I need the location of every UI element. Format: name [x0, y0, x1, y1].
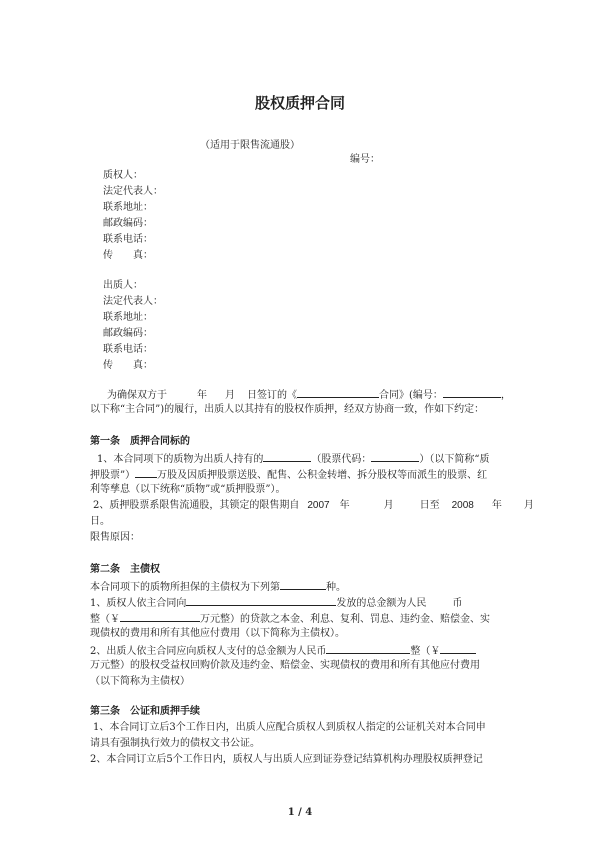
stock-code-blank[interactable]	[371, 450, 419, 462]
article-2-para-1: 1、质权人依主合同向 发放的总金额为人民 币	[90, 594, 462, 611]
article-2-para-2: 2、出质人依主合同应向质权人支付的总金额为人民币 整（￥	[90, 642, 476, 659]
article-1-para-2: 2、质押股票系限售流通股，其锁定的限售期自 2007 年 月 日至 2008 年 月	[93, 500, 534, 511]
lock-end-year: 2008	[451, 500, 474, 511]
repurchase-amount-blank[interactable]	[326, 642, 410, 654]
pledgee-address-label: 联系地址：	[103, 202, 153, 213]
article-1-para-1c: 利等孳息（以下统称“质物”或“质押股票”）。	[90, 484, 286, 495]
article-2-para-2b: 万元整）的股权受益权回购价款及违约金、赔偿金、实现债权的费用和所有其他应付费用	[90, 660, 480, 671]
pledgor-name-label: 出质人：	[103, 280, 143, 291]
article-2-para-1b: 整（￥ 万元整）的贷款之本金、利息、复利、罚息、违约金、赔偿金、实	[90, 610, 490, 627]
borrower-blank[interactable]	[186, 594, 336, 606]
pledgor-address-label: 联系地址：	[103, 312, 153, 323]
document-title: 股权质押合同	[254, 94, 345, 112]
intro-line-2: 以下称“主合同”)的履行，出质人以其持有的股权作质押，经双方协商一致，作如下约定：	[90, 404, 485, 415]
pledgee-postcode-label: 邮政编码：	[103, 218, 153, 229]
article-3-para-1: 1、本合同订立后3个工作日内，出质人应配合质权人到质权人指定的公证机关对本合同申	[93, 722, 486, 733]
pledgor-postcode-label: 邮政编码：	[103, 328, 153, 339]
article-1-para-1b: 押股票”） 万股及因质押股票送股、配售、公积金转增、拆分股权等而派生的股票、红	[90, 466, 487, 483]
article-1-para-1: 1、本合同项下的质物为出质人持有的 （股票代码： ）（以下简称“质	[97, 450, 490, 467]
intro-line-1: 为确保双方于 年 月 日签订的《 合同》(编号： ，	[107, 386, 511, 403]
pledged-stock-name-blank[interactable]	[263, 450, 311, 462]
contract-number-blank[interactable]	[443, 386, 501, 398]
pledgee-name-label: 质权人：	[103, 170, 143, 181]
share-count-blank[interactable]	[135, 466, 157, 478]
pledgor-phone-label: 联系电话：	[103, 344, 153, 355]
article-3-para-1b: 请具有强制执行效力的债权文书公证。	[90, 738, 260, 749]
pledgee-fax-label: 传 真：	[103, 250, 153, 261]
contract-name-blank[interactable]	[297, 386, 379, 398]
article-3-para-2: 2、本合同订立后5个工作日内，质权人与出质人应到证券登记结算机构办理股权质押登记	[90, 754, 483, 765]
pledgee-phone-label: 联系电话：	[103, 234, 153, 245]
article-1-para-2b: 日。	[90, 516, 110, 527]
loan-amount-blank[interactable]	[120, 610, 200, 622]
repurchase-amount-number-blank[interactable]	[440, 642, 476, 654]
article-1-heading: 第一条 质押合同标的	[90, 436, 190, 447]
document-subtitle: （适用于限售流通股）	[200, 140, 300, 151]
article-2-para-2c: （以下简称为主债权）	[90, 676, 190, 687]
article-2-heading: 第二条 主债权	[90, 564, 160, 575]
pledgor-fax-label: 传 真：	[103, 360, 153, 371]
restriction-reason-label: 限售原因：	[90, 532, 140, 543]
article-3-heading: 第三条 公证和质押手续	[90, 706, 200, 717]
debt-type-blank[interactable]	[280, 578, 326, 590]
page-number: 1 / 4	[287, 807, 313, 818]
contract-number-label: 编号：	[350, 154, 380, 165]
pledgor-legal-rep-label: 法定代表人：	[103, 296, 163, 307]
article-2-para-1c: 现债权的费用和所有其他应付费用（以下简称为主债权）。	[90, 628, 345, 639]
lock-start-year: 2007	[307, 500, 330, 511]
article-2-intro: 本合同项下的质物所担保的主债权为下列第 种。	[90, 578, 346, 595]
pledgee-legal-rep-label: 法定代表人：	[103, 186, 163, 197]
